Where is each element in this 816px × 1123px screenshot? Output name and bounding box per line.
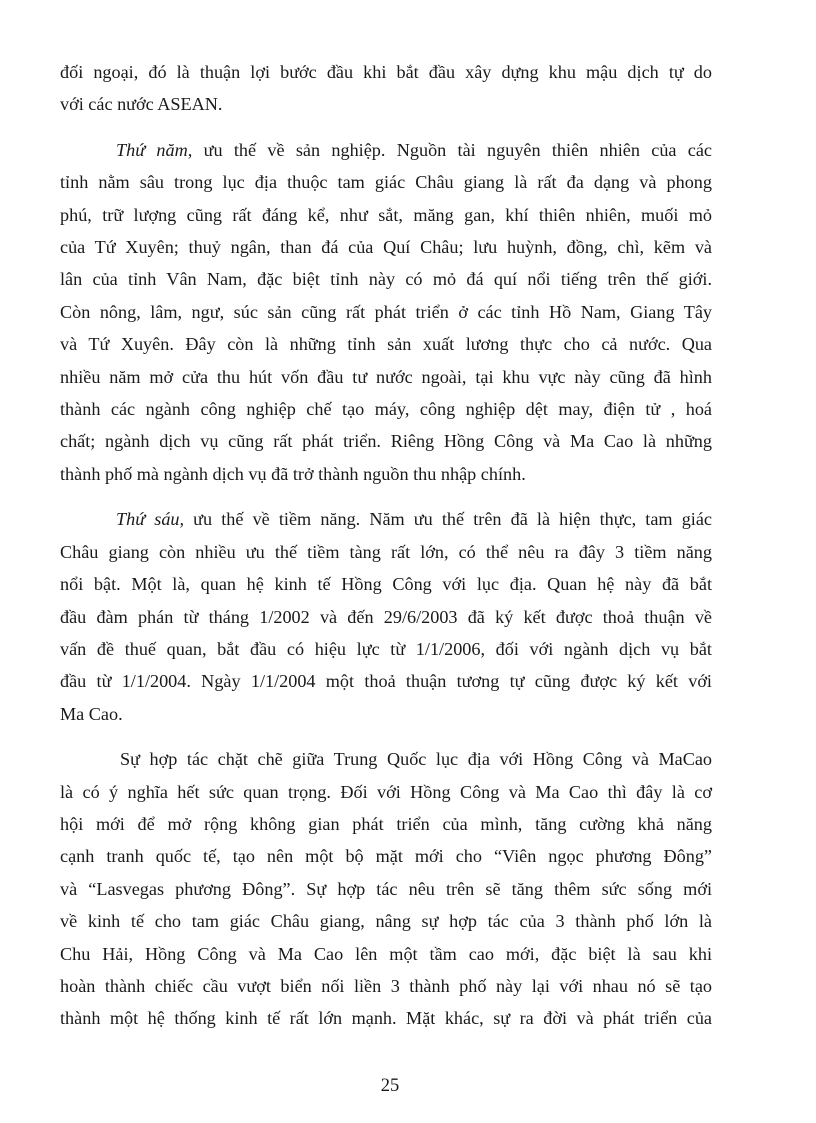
- text-line: là có ý nghĩa hết sức quan trọng. Đối với Hồng Công và Ma Cao thì đây là cơ: [60, 781, 712, 802]
- text-line: với các nước ASEAN.: [60, 94, 223, 115]
- text-line: thành một hệ thống kinh tế rất lớn mạnh. Mặt khác, sự ra đời và phát triển của: [60, 1008, 712, 1029]
- text-line: hội mới để mở rộng không gian phát triển của mình, tăng cường khả năng: [60, 813, 712, 834]
- paragraph-thu-nam: [60, 134, 712, 490]
- text-fragment: ưu thế về tiềm năng. Năm ưu thế trên đã là hiện thực, tam giác: [184, 509, 712, 530]
- text-line: cạnh tranh quốc tế, tạo nên một bộ mặt mới cho “Viên ngọc phương Đông”: [60, 846, 712, 867]
- text-line: Còn nông, lâm, ngư, súc sản cũng rất phát triển ở các tỉnh Hồ Nam, Giang Tây: [60, 301, 712, 322]
- text-line: thành phố mà ngành dịch vụ đã trở thành nguồn thu nhập chính.: [60, 463, 526, 484]
- text-fragment: ưu thế về sản nghiệp. Nguồn tài nguyên thiên nhiên của các: [192, 139, 713, 160]
- text-line: Châu giang còn nhiều ưu thế tiềm tàng rất lớn, có thể nêu ra đây 3 tiềm năng: [60, 541, 712, 562]
- text-line: Ma Cao.: [60, 703, 123, 724]
- text-line: của Tứ Xuyên; thuỷ ngân, than đá của Quí Châu; lưu huỳnh, đồng, chì, kẽm và: [60, 237, 712, 258]
- text-line: vấn đề thuế quan, bắt đầu có hiệu lực từ 1/1/2006, đối với ngành dịch vụ bắt: [60, 638, 712, 659]
- text-line: về kinh tế cho tam giác Châu giang, nâng sự hợp tác của 3 thành phố lớn là: [60, 911, 712, 932]
- paragraph-hop-tac: [60, 743, 712, 1035]
- text-line: thành các ngành công nghiệp chế tạo máy, công nghiệp dệt may, điện tử , hoá: [60, 399, 712, 420]
- text-line: phú, trữ lượng cũng rất đáng kể, như sắt, măng gan, khí thiên nhiên, muối mỏ: [60, 204, 712, 225]
- text-line: đầu từ 1/1/2004. Ngày 1/1/2004 một thoả thuận tương tự cũng được ký kết với: [60, 671, 712, 692]
- text-line: Chu Hải, Hồng Công và Ma Cao lên một tầm cao mới, đặc biệt là sau khi: [60, 943, 712, 964]
- text-line: chất; ngành dịch vụ cũng rất phát triển. Riêng Hồng Công và Ma Cao là những: [60, 431, 712, 452]
- text-line: và “Lasvegas phương Đông”. Sự hợp tác nêu trên sẽ tăng thêm sức sống mới: [60, 878, 712, 899]
- text-line: và Tứ Xuyên. Đây còn là những tỉnh sản xuất lương thực cho cả nước. Qua: [60, 334, 712, 355]
- text-line: lân của tỉnh Vân Nam, đặc biệt tỉnh này có mỏ đá quí nổi tiếng trên thế giới.: [60, 269, 712, 290]
- text-line: [60, 134, 712, 166]
- text-line: đầu đàm phán từ tháng 1/2002 và đến 29/6/2003 đã ký kết được thoả thuận về: [60, 606, 712, 627]
- text-line: đối ngoại, đó là thuận lợi bước đầu khi bắt đầu xây dựng khu mậu dịch tự do: [60, 62, 712, 82]
- paragraph-lead: Thứ năm,: [116, 139, 193, 160]
- document-body: [60, 56, 712, 1035]
- text-line: [60, 503, 712, 535]
- page-number: 25: [380, 1076, 400, 1096]
- text-line: nhiều năm mở cửa thu hút vốn đầu tư nước ngoài, tại khu vực này cũng đã hình: [60, 366, 712, 387]
- text-line: tỉnh nằm sâu trong lục địa thuộc tam giác Châu giang là rất đa dạng và phong: [60, 172, 712, 193]
- paragraph-lead: Thứ sáu,: [116, 509, 185, 530]
- text-line: nổi bật. Một là, quan hệ kinh tế Hồng Công với lục địa. Quan hệ này đã bắt: [60, 574, 712, 595]
- text-line: Sự hợp tác chặt chẽ giữa Trung Quốc lục địa với Hồng Công và MaCao: [120, 749, 712, 770]
- paragraph-thu-sau: [60, 503, 712, 730]
- text-line: hoàn thành chiếc cầu vượt biển nối liền 3 thành phố này lại với nhau nó sẽ tạo: [60, 975, 712, 996]
- paragraph-continuation: [60, 56, 712, 121]
